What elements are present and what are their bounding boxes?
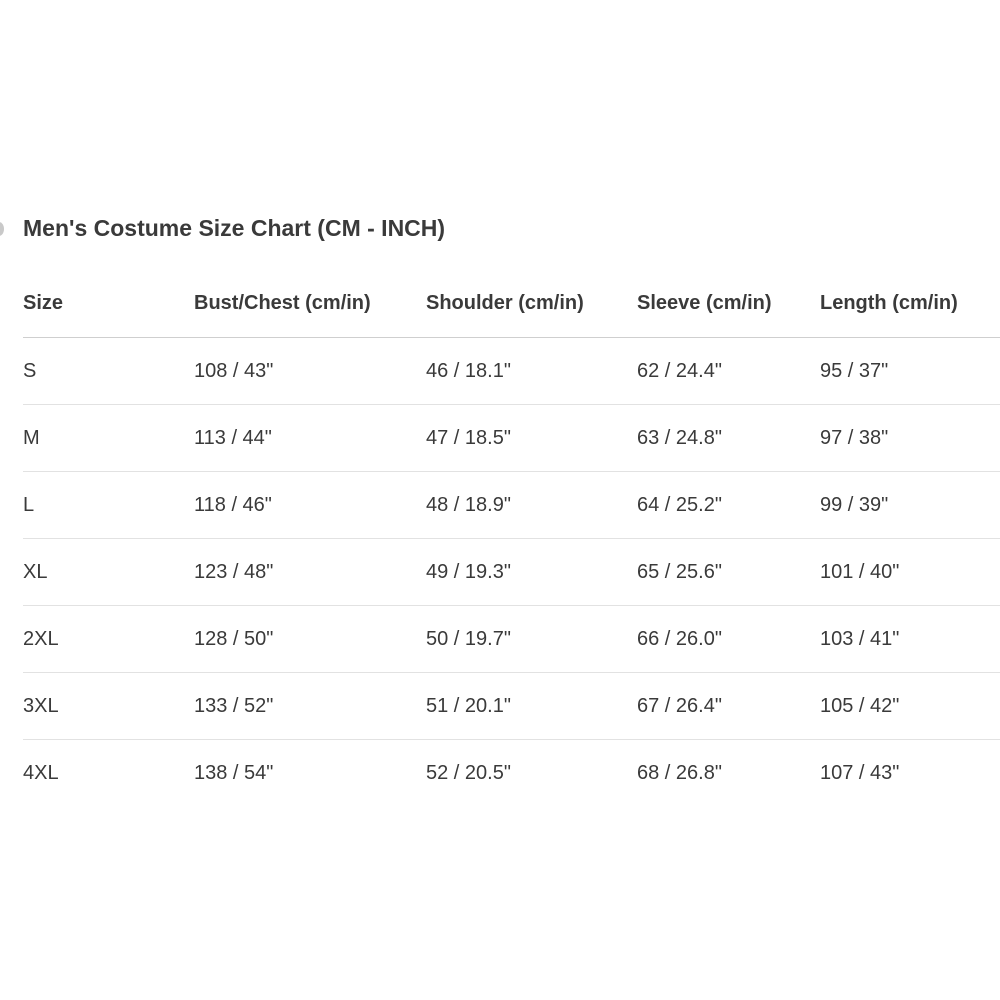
cell-size: 4XL bbox=[23, 761, 59, 784]
page-title: Men's Costume Size Chart (CM - INCH) bbox=[23, 215, 446, 241]
cell-shoulder: 48 / 18.9" bbox=[426, 472, 637, 539]
table-row bbox=[23, 338, 1000, 405]
header-shoulder: Shoulder (cm/in) bbox=[426, 270, 637, 338]
cell-sleeve: 64 / 25.2" bbox=[637, 472, 820, 539]
header-sleeve: Sleeve (cm/in) bbox=[637, 270, 820, 338]
cell-size: M bbox=[23, 405, 194, 472]
cell-length: 105 / 42" bbox=[820, 673, 1000, 740]
cell-sleeve: 65 / 25.6" bbox=[637, 539, 820, 606]
cell-bust-chest: 108 / 43" bbox=[194, 338, 426, 405]
cell-sleeve: 66 / 26.0" bbox=[637, 606, 820, 673]
cell-bust-chest: 118 / 46" bbox=[194, 472, 426, 539]
table-row bbox=[23, 740, 1000, 807]
cell-length: 95 / 37" bbox=[820, 338, 1000, 405]
cell-size: L bbox=[23, 472, 194, 539]
table-body bbox=[23, 338, 1000, 807]
cell-length: 97 / 38" bbox=[820, 405, 1000, 472]
cell-bust-chest: 123 / 48" bbox=[194, 539, 426, 606]
cell-shoulder: 47 / 18.5" bbox=[426, 405, 637, 472]
table-row bbox=[23, 673, 1000, 740]
cell-size: 2XL bbox=[23, 606, 194, 673]
cell-length: 103 / 41" bbox=[820, 606, 1000, 673]
cell-length: 101 / 40" bbox=[820, 539, 1000, 606]
cell-length: 107 / 43" bbox=[820, 761, 900, 784]
cell-length: 99 / 39" bbox=[820, 472, 1000, 539]
cell-shoulder: 51 / 20.1" bbox=[426, 673, 637, 740]
header-bust-chest: Bust/Chest (cm/in) bbox=[194, 270, 426, 338]
cell-sleeve: 62 / 24.4" bbox=[637, 338, 820, 405]
table-row bbox=[23, 405, 1000, 472]
cell-bust-chest: 128 / 50" bbox=[194, 606, 426, 673]
cell-size: 3XL bbox=[23, 673, 194, 740]
edge-mark-decoration bbox=[0, 222, 4, 236]
cell-bust-chest: 138 / 54" bbox=[194, 761, 274, 784]
cell-size: XL bbox=[23, 539, 194, 606]
size-chart-table bbox=[23, 270, 1000, 806]
cell-bust-chest: 133 / 52" bbox=[194, 673, 426, 740]
cell-sleeve: 68 / 26.8" bbox=[637, 761, 722, 784]
cell-shoulder: 49 / 19.3" bbox=[426, 539, 637, 606]
cell-shoulder: 50 / 19.7" bbox=[426, 606, 637, 673]
table-row bbox=[23, 472, 1000, 539]
cell-sleeve: 67 / 26.4" bbox=[637, 673, 820, 740]
header-size: Size bbox=[23, 270, 194, 338]
cell-shoulder: 46 / 18.1" bbox=[426, 338, 637, 405]
header-length: Length (cm/in) bbox=[820, 270, 1000, 338]
table-row bbox=[23, 606, 1000, 673]
table-row bbox=[23, 539, 1000, 606]
header-row bbox=[23, 270, 1000, 338]
cell-shoulder: 52 / 20.5" bbox=[426, 761, 511, 784]
cell-size: S bbox=[23, 338, 194, 405]
table-header bbox=[23, 270, 1000, 338]
cell-bust-chest: 113 / 44" bbox=[194, 405, 426, 472]
cell-sleeve: 63 / 24.8" bbox=[637, 405, 820, 472]
